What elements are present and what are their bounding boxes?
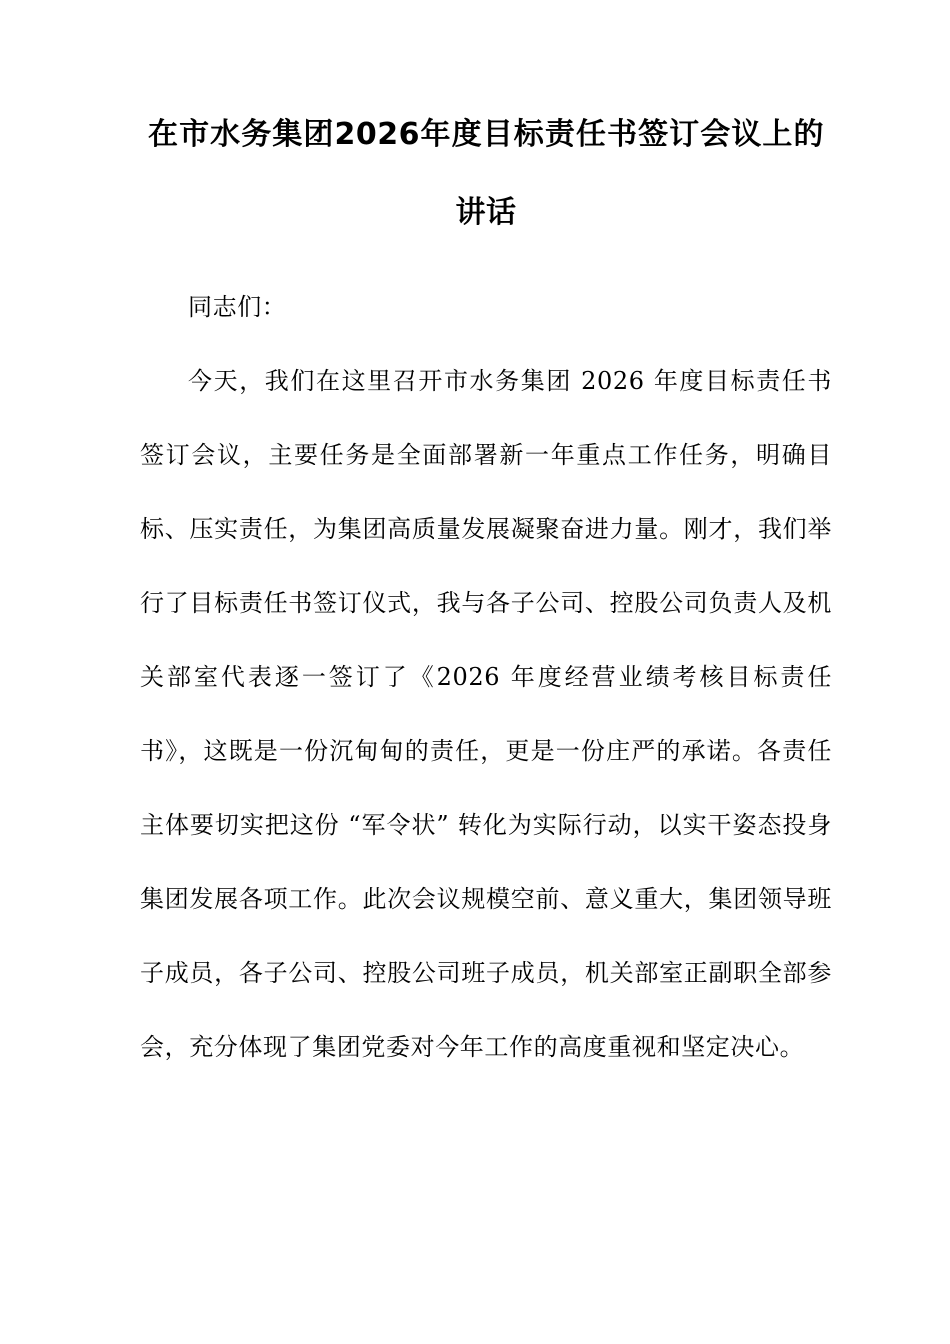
paragraph-salutation: 同志们： — [188, 293, 287, 321]
paragraph-opening: 今天，我们在这里召开市水务集团 2026 年度目标责任书签订会议，主要任务是全面部署新一年重点工作任务，明确目标、压实责任，为集团高质量发展凝聚奋进力量。刚才，我们举行了目标责任书签订仪式，我与各子公司、控股公司负责人及机关部室代表逐一签订了《2026 年度经营业绩考核目标责任书》，这既是一份沉甸甸的责任，更是一份庄严的承诺。各责任主体要切实把这份 “军令状” 转化为实际行动，以实干姿态投身集团发展各项工作。此次会议规模空前、意义重大，集团领导班子成员，各子公司、控股公司班子成员，机关部室正副职全部参会，充分体现了集团党委对今年工作的高度重视和坚定决心。 — [140, 367, 832, 1061]
page-title: 在市水务集团2026年度目标责任书签订会议上的讲话 — [148, 117, 824, 230]
document-body — [140, 270, 832, 1084]
